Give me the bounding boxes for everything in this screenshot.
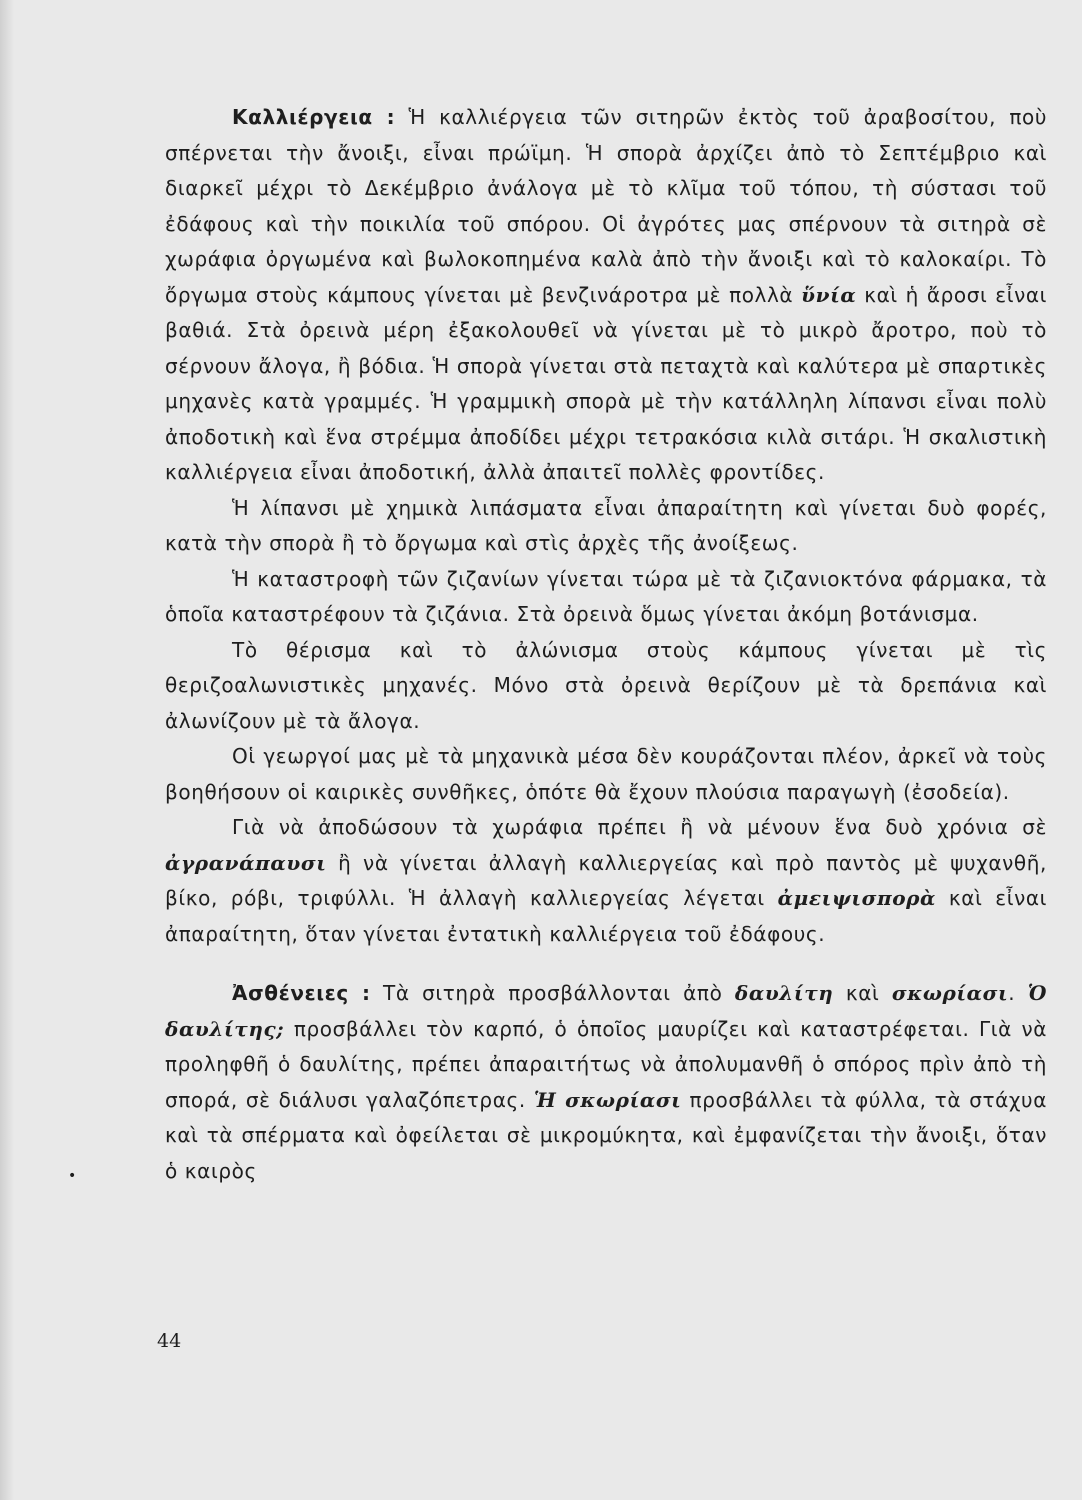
paragraph-farmers: Οἱ γεωργοί μας μὲ τὰ μηχανικὰ μέσα δὲν κουράζονται πλέον, ἀρκεῖ νὰ τοὺς βοηθήσουν οἱ καιρικὲς συνθῆκες, ὁπότε θὰ ἔχουν πλούσια παραγωγὴ (ἐσοδεία). bbox=[165, 744, 1047, 804]
page-edge-shadow bbox=[0, 0, 14, 1500]
margin-mark: • bbox=[68, 1168, 77, 1184]
paragraph-harvest: Τὸ θέρισμα καὶ τὸ ἀλώνισμα στοὺς κάμπους γίνεται μὲ τὶς θεριζοαλωνιστικὲς μηχανές. Μόνο στὰ ὀρεινὰ θερίζουν μὲ τὰ δρεπάνια καὶ ἀλωνίζουν μὲ τὰ ἄλογα. bbox=[165, 637, 1047, 733]
paragraph-fertilizing: Ἡ λίπανσι μὲ χημικὰ λιπάσματα εἶναι ἀπαραίτητη καὶ γίνεται δυὸ φορές, κατὰ τὴν σπορὰ ἢ τὸ ὄργωμα καὶ στὶς ἀρχὲς τῆς ἀνοίξεως. bbox=[165, 495, 1047, 555]
emphasis-term: ἀμειψισπορὰ bbox=[777, 886, 937, 910]
paragraph-rotation: Γιὰ νὰ ἀποδώσουν τὰ χωράφια πρέπει ἢ νὰ μένουν ἕνα δυὸ χρόνια σὲ ἀγρανάπαυσι ἢ νὰ γίνεται ἀλλαγὴ καλλιεργείας καὶ πρὸ παντὸς μὲ ψυχανθῆ, βίκο, ρόβι, τριφύλλι. Ἡ ἀλλαγὴ καλλιεργείας λέγεται ἀμειψισπορὰ καὶ εἶναι ἀπαραίτητη, ὅταν γίνεται ἐντατικὴ καλλιέργεια τοῦ ἐδάφους. bbox=[165, 815, 1047, 946]
emphasis-term: Ὁ δαυλίτης; bbox=[165, 981, 1047, 1041]
emphasis-term: ἀγρανάπαυσι bbox=[165, 850, 327, 875]
emphasis-term: Ἡ σκωρίασι bbox=[533, 1087, 682, 1112]
body-text bbox=[165, 100, 1047, 1189]
emphasis-term: ὕνία bbox=[801, 282, 857, 307]
paragraph-cultivation: Καλλιέργεια : Ἡ καλλιέργεια τῶν σιτηρῶν ἐκτὸς τοῦ ἀραβοσίτου, ποὺ σπέρνεται τὴν ἄνοιξι, εἶναι πρώϊμη. Ἡ σπορὰ ἀρχίζει ἀπὸ τὸ Σεπτέμβριο καὶ διαρκεῖ μέχρι τὸ Δεκέμβριο ἀνάλογα μὲ τὸ κλῖμα τοῦ τόπου, τὴ σύστασι τοῦ ἐδάφους καὶ τὴν ποικιλία τοῦ σπόρου. Οἱ ἀγρότες μας σπέρνουν τὰ σιτηρὰ σὲ χωράφια ὀργωμένα καὶ βωλοκοπημένα καλὰ ἀπὸ τὴν ἄνοιξι καὶ τὸ καλοκαίρι. Τὸ ὄργωμα στοὺς κάμπους γίνεται μὲ βενζινάροτρα μὲ πολλὰ ὕνία καὶ ἡ ἄροσι εἶναι βαθιά. Στὰ ὀρεινὰ μέρη ἐξακολουθεῖ νὰ γίνεται μὲ τὸ μικρὸ ἄροτρο, ποὺ τὸ σέρνουν ἄλογα, ἢ βόδια. Ἡ σπορὰ γίνεται στὰ πεταχτὰ καὶ καλύτερα μὲ σπαρτικὲς μηχανὲς κατὰ γραμμές. Ἡ γραμμικὴ σπορὰ μὲ τὴν κατάλληλη λίπανσι εἶναι πολὺ ἀποδοτικὴ καὶ ἕνα στρέμμα ἀποδίδει μέχρι τετρακόσια κιλὰ σιτάρι. Ἡ σκαλιστικὴ καλλιέργεια εἶναι ἀποδοτική, ἀλλὰ ἀπαιτεῖ πολλὲς φροντίδες. bbox=[165, 105, 1048, 484]
emphasis-term: σκωρίασι bbox=[891, 981, 1009, 1005]
paragraph-diseases: Ἀσθένειες : Τὰ σιτηρὰ προσβάλλονται ἀπὸ δαυλίτη καὶ σκωρίασι. Ὁ δαυλίτης; προσβάλλει τὸν καρπό, ὁ ὁποῖος μαυρίζει καὶ καταστρέφεται. Γιὰ νὰ προληφθῆ ὁ δαυλίτης, πρέπει ἀπαραιτήτως νὰ ἀπολυμανθῆ ὁ σπόρος πρὶν ἀπὸ τὴ σπορά, σὲ διάλυσι γαλαζόπετρας. Ἡ σκωρίασι προσβάλλει τὰ φύλλα, τὰ στάχυα καὶ τὰ σπέρματα καὶ ὀφείλεται σὲ μικρομύκητα, καὶ ἐμφανίζεται τὴν ἄνοιξι, ὅταν ὁ καιρὸς bbox=[165, 981, 1048, 1183]
paragraph-weeds: Ἡ καταστροφὴ τῶν ζιζανίων γίνεται τώρα μὲ τὰ ζιζανιοκτόνα φάρμακα, τὰ ὁποῖα καταστρέφουν τὰ ζιζάνια. Στὰ ὀρεινὰ ὅμως γίνεται ἀκόμη βοτάνισμα. bbox=[165, 566, 1047, 626]
section-heading-cultivation: Καλλιέργεια : bbox=[232, 105, 396, 129]
page-number: 44 bbox=[157, 1330, 182, 1352]
emphasis-term: δαυλίτη bbox=[734, 981, 834, 1005]
section-heading-diseases: Ἀσθένειες : bbox=[232, 981, 371, 1005]
